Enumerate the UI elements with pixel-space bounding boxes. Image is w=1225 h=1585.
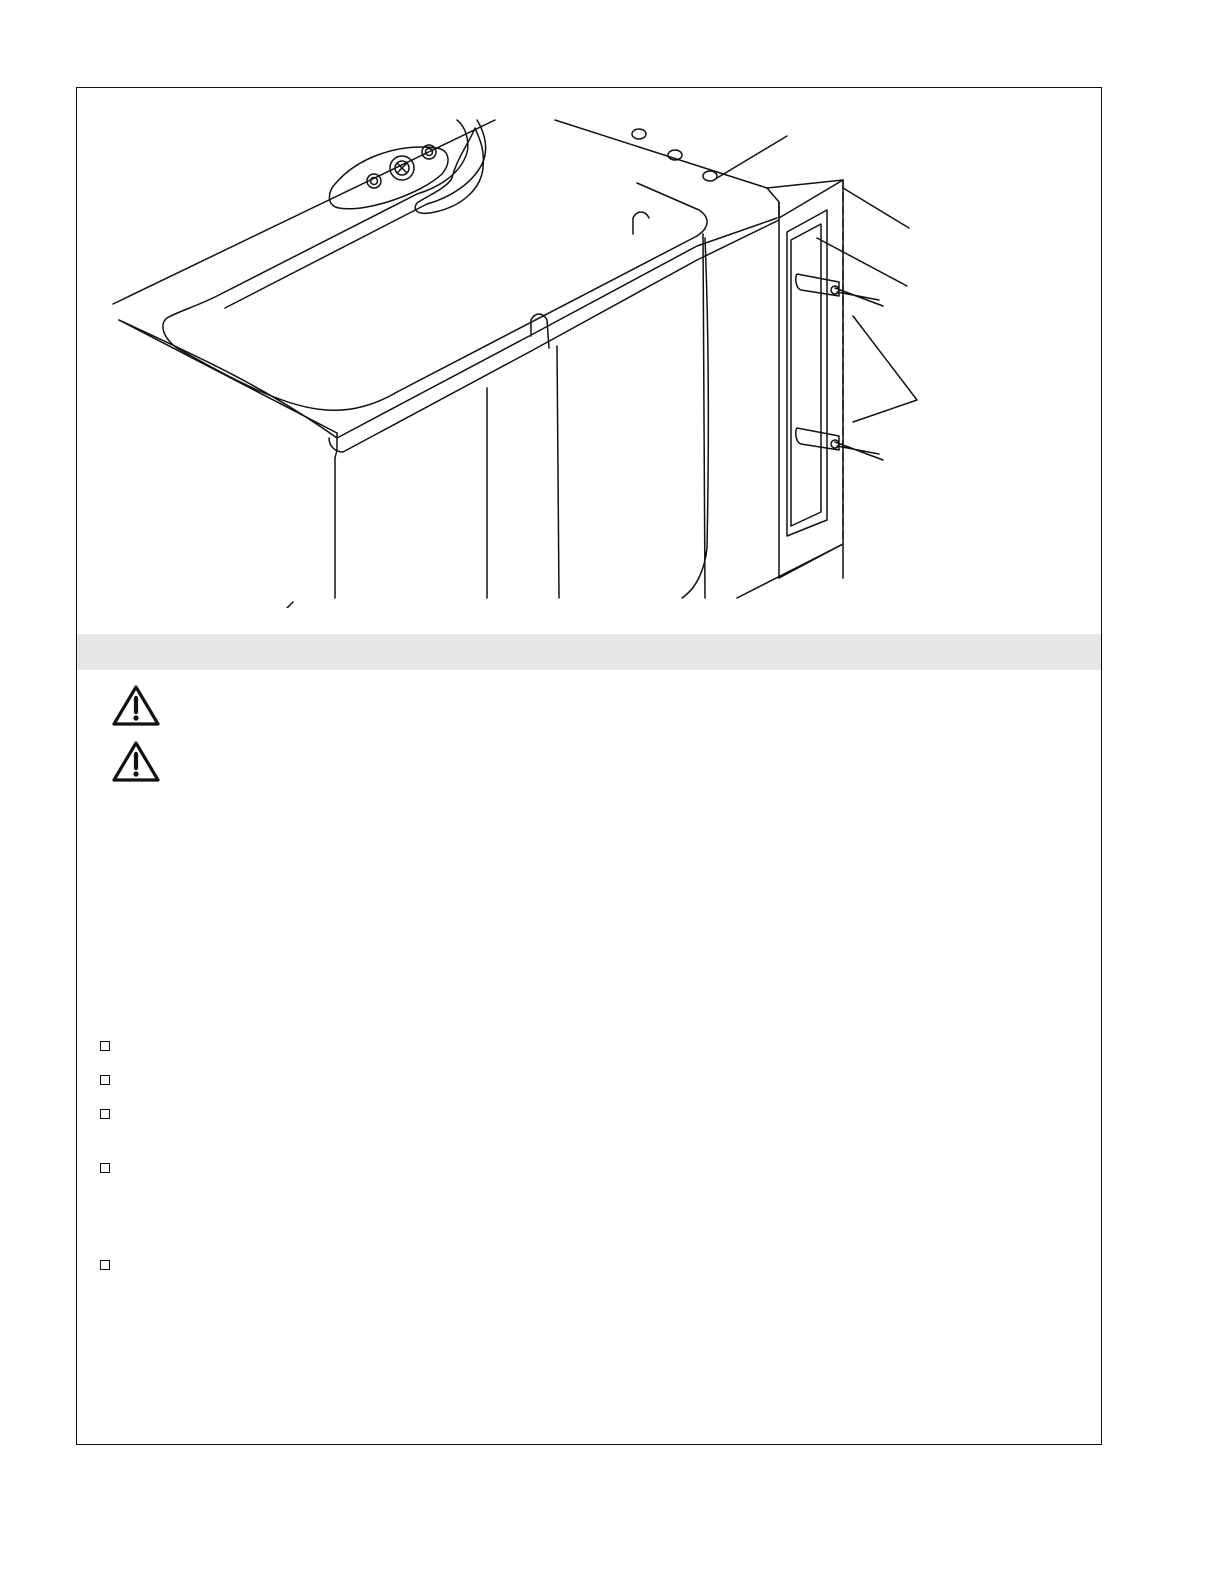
warning-triangle-icon [111, 684, 161, 728]
step-checkbox[interactable] [100, 1109, 110, 1119]
page-frame [76, 87, 1102, 1445]
step-checkbox[interactable] [100, 1041, 110, 1051]
section-heading-bar [77, 634, 1101, 670]
step-checkbox[interactable] [100, 1260, 110, 1270]
installation-illustration [77, 88, 1103, 608]
step-checkbox[interactable] [100, 1075, 110, 1085]
section-heading [77, 634, 1101, 652]
warning-triangle-icon [111, 740, 161, 784]
step-checkbox[interactable] [100, 1163, 110, 1173]
